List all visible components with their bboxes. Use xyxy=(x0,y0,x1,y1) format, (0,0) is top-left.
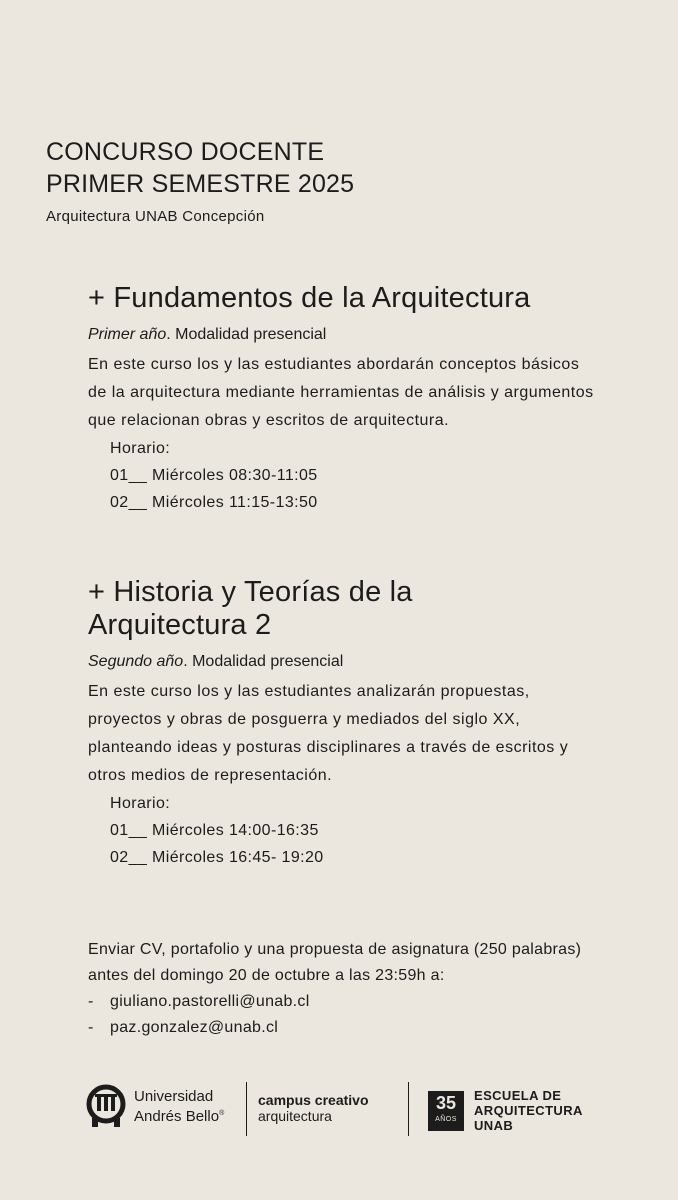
course-title-line2: Arquitectura 2 xyxy=(88,609,272,641)
contact-text: Enviar CV, portafolio y una propuesta de asignatura (250 palabras) antes del domingo 20 de octubre a las 23:59h a: xyxy=(88,941,582,984)
course-year: Primer año xyxy=(88,326,167,343)
course-modality: . Modalidad presencial xyxy=(166,326,327,343)
list-dash: - xyxy=(88,1019,94,1036)
campus-line2: arquitectura xyxy=(258,1108,332,1124)
school-name xyxy=(474,1088,583,1133)
unab-emblem-icon xyxy=(86,1084,126,1128)
campus-creativo-logo xyxy=(258,1092,369,1124)
contact-section xyxy=(88,937,608,1041)
email-row xyxy=(88,989,608,1015)
page-title-line1: CONCURSO DOCENTE xyxy=(46,138,325,166)
email-link[interactable]: paz.gonzalez@unab.cl xyxy=(110,1019,279,1036)
course-year: Segundo año xyxy=(88,653,184,670)
course-historia xyxy=(88,576,598,871)
anniversary-badge xyxy=(428,1091,464,1131)
registered-mark: ® xyxy=(219,1109,225,1117)
badge-number: 35 xyxy=(435,1092,457,1113)
badge-years: AÑOS xyxy=(435,1115,457,1123)
course-modality: . Modalidad presencial xyxy=(183,653,344,670)
unab-logo-text xyxy=(134,1088,224,1125)
email-row xyxy=(88,1015,608,1041)
schedule-label: Horario: xyxy=(110,440,171,457)
course-schedule xyxy=(110,790,598,871)
footer-divider xyxy=(246,1082,247,1136)
schedule-item: 01__ Miércoles 14:00-16:35 xyxy=(110,822,319,839)
schedule-item: 02__ Miércoles 11:15-13:50 xyxy=(110,494,318,511)
schedule-item: 01__ Miércoles 08:30-11:05 xyxy=(110,467,318,484)
page-title-line2: PRIMER SEMESTRE 2025 xyxy=(46,170,355,198)
school-line3: UNAB xyxy=(474,1118,514,1133)
course-fundamentos xyxy=(88,282,598,516)
header xyxy=(46,136,354,225)
school-line1: ESCUELA DE xyxy=(474,1088,562,1103)
course-description: En este curso los y las estudiantes abordarán conceptos básicos de la arquitectura mediante herramientas de análisis y argumentos que relacionan obras y escritos de arquitectura. xyxy=(88,356,594,429)
school-logo xyxy=(428,1088,583,1133)
school-line2: ARQUITECTURA xyxy=(474,1103,583,1118)
unab-logo-line2: Andrés Bello xyxy=(134,1107,220,1125)
course-title: + Fundamentos de la Arquitectura xyxy=(88,282,531,314)
course-title-line1: + Historia y Teorías de la xyxy=(88,576,413,608)
course-meta xyxy=(88,325,598,345)
list-dash: - xyxy=(88,993,94,1010)
course-meta xyxy=(88,652,598,672)
course-description: En este curso los y las estudiantes analizarán propuestas, proyectos y obras de posguerra y mediados del siglo XX, planteando ideas y posturas disciplinares a través de escritos y otros medios de representación. xyxy=(88,683,569,784)
footer-logos xyxy=(86,1078,606,1138)
email-link[interactable]: giuliano.pastorelli@unab.cl xyxy=(110,993,310,1010)
campus-line1: campus creativo xyxy=(258,1092,369,1108)
page-subtitle: Arquitectura UNAB Concepción xyxy=(46,208,265,225)
unab-logo xyxy=(86,1084,224,1128)
schedule-label: Horario: xyxy=(110,795,171,812)
unab-logo-line1: Universidad xyxy=(134,1087,214,1105)
course-schedule xyxy=(110,435,598,516)
schedule-item: 02__ Miércoles 16:45- 19:20 xyxy=(110,849,324,866)
footer-divider xyxy=(408,1082,409,1136)
